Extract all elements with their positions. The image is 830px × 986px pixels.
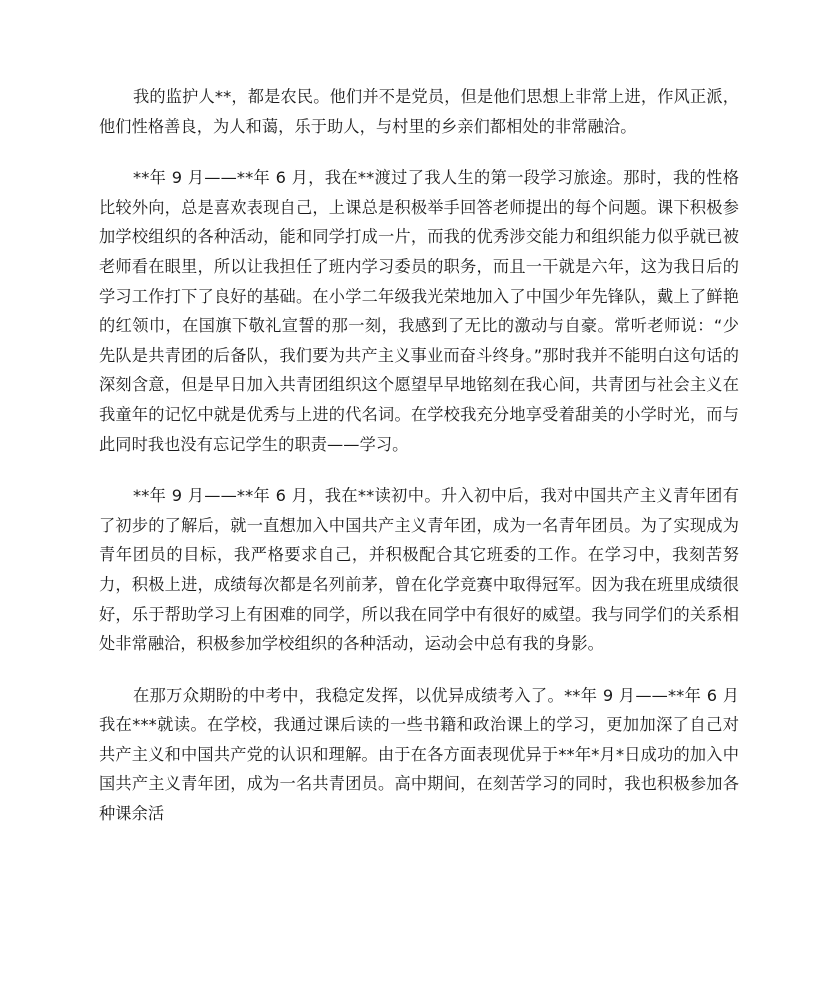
paragraph-senior-high: 在那万众期盼的中考中，我稳定发挥，以优异成绩考入了。**年 9 月——**年 6 月我在***就读。在学校，我通过课后读的一些书籍和政治课上的学习，更加加深了自己对共产主义和中国共产党的认识和理解。由于在各方面表现优异于**年*月*日成功的加入中国共产主义青年团，成为一名共青团员。高中期间，在刻苦学习的同时，我也积极参加各种课余活 <box>99 685 739 824</box>
paragraph-guardians: 我的监护人**，都是农民。他们并不是党员，但是他们思想上非常上进，作风正派，他们性格善良，为人和蔼，乐于助人，与村里的乡亲们都相处的非常融洽。 <box>99 87 739 136</box>
paragraph-primary-school: **年 9 月——**年 6 月，我在**渡过了我人生的第一段学习旅途。那时，我的性格比较外向，总是喜欢表现自己，上课总是积极举手回答老师提出的每个问题。课下积极参加学校组织的各种活动，能和同学打成一片，而我的优秀涉交能力和组织能力似乎就已被老师看在眼里，所以让我担任了班内学习委员的职务，而且一干就是六年，这为我日后的学习工作打下了良好的基础。在小学二年级我光荣地加入了中国少年先锋队，戴上了鲜艳的红领巾，在国旗下敬礼宣誓的那一刻，我感到了无比的激动与自豪。常听老师说：“少先队是共青团的后备队，我们要为共产主义事业而奋斗终身。”那时我并不能明白这句话的深刻含意，但是早日加入共青团组织这个愿望早早地铭刻在我心间，共青团与社会主义在我童年的记忆中就是优秀与上进的代名词。在学校我充分地享受着甜美的小学时光，而与此同时我也没有忘记学生的职责——学习。 <box>99 168 739 454</box>
paragraph-junior-high: **年 9 月——**年 6 月，我在**读初中。升入初中后，我对中国共产主义青年团有了初步的了解后，就一直想加入中国共产主义青年团，成为一名青年团员。为了实现成为青年团员的目标，我严格要求自己，并积极配合其它班委的工作。在学习中，我刻苦努力，积极上进，成绩每次都是名列前茅，曾在化学竞赛中取得冠军。因为我在班里成绩很好，乐于帮助学习上有困难的同学，所以我在同学中有很好的威望。我与同学们的关系相处非常融洽，积极参加学校组织的各种活动，运动会中总有我的身影。 <box>99 486 739 654</box>
document-body <box>99 82 739 851</box>
